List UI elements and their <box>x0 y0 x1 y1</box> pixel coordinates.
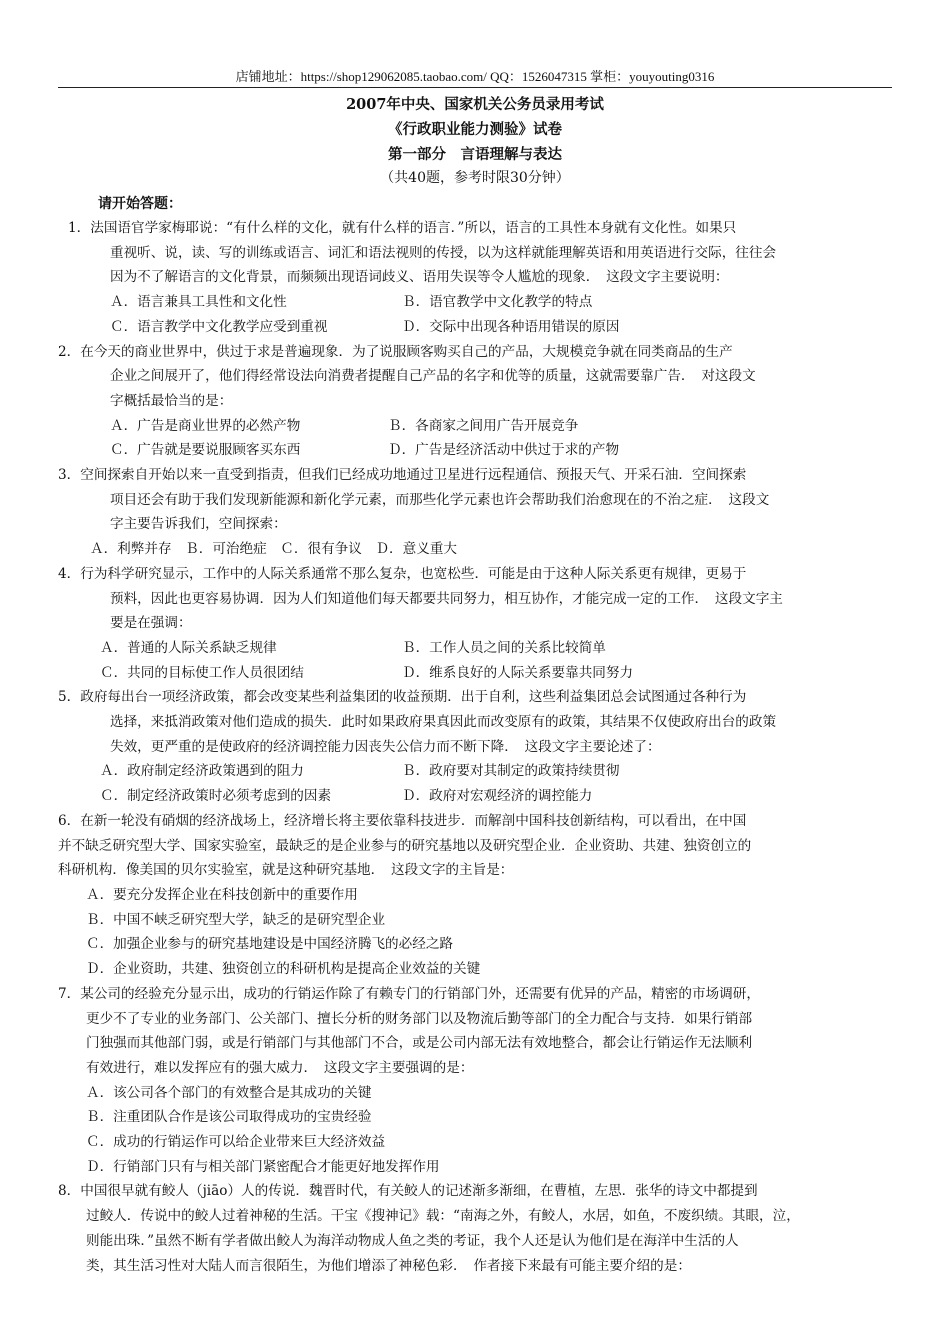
option-d[interactable]: Ｄ．政府对宏观经济的调控能力 <box>402 788 593 805</box>
option-d[interactable]: Ｄ．行销部门只有与相关部门紧密配合才能更好地发挥作用 <box>86 1158 440 1175</box>
stem-line: 中国很早就有鲛人（jiāo）人的传说．魏晋时代，有关鲛人的记述渐多渐细，在曹植，左思．张华的诗文中都提到 <box>80 1183 758 1200</box>
stem-line: 政府每出台一项经济政策，都会改变某些利益集团的收益预期．出于自利，这些利益集团总会试图通过各种行为 <box>80 689 747 706</box>
stem-line: 法国语官学家梅耶说：“有什么样的文化，就有什么样的语言．”所以，语言的工具性本身就有文化性。如果只 <box>90 220 737 236</box>
option-c[interactable]: Ｃ．制定经济政策时必须考虑到的因素 <box>100 788 332 805</box>
question-number: 7． <box>58 985 81 1002</box>
question-number: 1． <box>68 220 91 236</box>
question-4 <box>58 562 894 686</box>
stem-line: 类，其生活习性对大陆人而言很陌生，为他们增添了神秘色彩． 作者接下来最有可能主要介绍的是： <box>86 1257 691 1274</box>
question-number: 5． <box>58 689 81 706</box>
option-b[interactable]: Ｂ．各商家之间用广告开展竞争 <box>388 417 579 434</box>
stem-line: 要是在强调： <box>110 615 192 632</box>
exam-title: 2007年中央、国家机关公务员录用考试 <box>346 96 604 113</box>
option-c[interactable]: Ｃ．成功的行销运作可以给企业带来巨大经济效益 <box>86 1134 386 1151</box>
option-a[interactable]: Ａ．该公司各个部门的有效整合是其成功的关键 <box>86 1084 372 1101</box>
option-b[interactable]: Ｂ．工作人员之间的关系比较简单 <box>402 639 606 656</box>
stem-line: 门独强而其他部门弱，或是行销部门与其他部门不合，或是公司内部无法有效地整合，都会让行销运作无法顺利 <box>86 1035 753 1052</box>
stem-line: 重视听、说，读、写的训练或语言、词汇和语法视则的传授，以为这样就能理解英语和用英语进行交际，往往会 <box>110 244 777 261</box>
option-c[interactable]: Ｃ．语言教学中文化教学应受到重视 <box>110 318 328 335</box>
stem-line: 选择，来抵消政策对他们造成的损失．此时如果政府果真因此而改变原有的政策，其结果不仅使政府出台的政策 <box>110 714 777 731</box>
stem-line: 项目还会有助于我们发现新能源和新化学元素，而那些化学元素也许会帮助我们治愈现在的不治之症． 这段文 <box>110 491 770 508</box>
stem-line: 过鲛人．传说中的鲛人过着神秘的生活。干宝《搜神记》载：“南海之外，有鲛人，水居，如鱼，不废织绩。其眼，泣， <box>86 1208 800 1225</box>
stem-line: 企业之间展开了，他们得经常设法向消费者提醒自己产品的名字和优等的质量，这就需要靠广告． 对这段文 <box>110 368 756 385</box>
question-7 <box>58 982 894 1180</box>
question-number: 2． <box>58 343 81 360</box>
instruction: 请开始答题： <box>98 196 182 212</box>
question-number: 4． <box>58 565 81 582</box>
store-header: 店铺地址：https://shop129062085.taobao.com/ QQ：1526047315 掌柜：youyouting0316 <box>235 69 715 84</box>
stem-line: 某公司的经验充分显示出，成功的行销运作除了有赖专门的行销部门外，还需要有优异的产品，精密的市场调研， <box>80 985 760 1002</box>
question-number: 6． <box>58 812 81 829</box>
section-title: 第一部分 言语理解与表达 <box>388 146 562 163</box>
option-d[interactable]: Ｄ．广告是经济活动中供过于求的产物 <box>388 442 620 459</box>
option-a[interactable]: Ａ．广告是商业世界的必然产物 <box>110 417 301 434</box>
option-b[interactable]: Ｂ．中国不峡乏研究型大学，缺乏的是研究型企业 <box>86 911 386 928</box>
stem-line: 因为不了解语言的文化背景，而频频出现语词歧义、语用失误等令人尴尬的现象． 这段文字主要说明： <box>110 269 729 286</box>
section-note: （共40题，参考时限30分钟） <box>380 170 570 186</box>
header-rule <box>58 87 892 88</box>
stem-line: 预料，因此也更容易协调．因为人们知道他们每天都要共同努力，相互协作，才能完成一定的工作． 这段文字主 <box>110 590 783 607</box>
exam-subtitle: 《行政职业能力测验》试卷 <box>388 121 562 138</box>
option-a[interactable]: Ａ．要充分发挥企业在科技创新中的重要作用 <box>86 886 358 903</box>
question-number: 3． <box>58 467 81 484</box>
stem-line: 失效，更严重的是使政府的经济调控能力因丧失公信力而不断下降． 这段文字主要论述了： <box>110 738 661 755</box>
stem-line: 字概括最恰当的是： <box>110 392 233 409</box>
stem-line: 在新一轮没有硝烟的经济战场上，经济增长将主要依靠科技进步．而解剖中国科技创新结构，可以看出，在中国 <box>80 812 747 829</box>
option-b[interactable]: Ｂ．政府要对其制定的政策持续贯彻 <box>402 763 620 780</box>
question-8 <box>58 1179 894 1278</box>
question-6 <box>58 809 894 982</box>
stem-line: 行为科学研究显示，工作中的人际关系通常不那么复杂，也宽松些．可能是由于这种人际关系更有规律，更易于 <box>80 565 747 582</box>
option-b[interactable]: Ｂ．语官教学中文化教学的特点 <box>402 294 593 311</box>
question-1 <box>58 216 894 340</box>
stem-line: 并不缺乏研究型大学、国家实验室，最缺乏的是企业参与的研究基地以及研究型企业．企业资助、共建、独资创立的 <box>58 837 752 854</box>
question-3 <box>58 463 894 562</box>
option-a[interactable]: Ａ．政府制定经济政策遇到的阻力 <box>100 763 304 780</box>
option-a[interactable]: Ａ．普通的人际关系缺乏规律 <box>100 639 277 656</box>
stem-line: 字主要告诉我们，空间探索： <box>110 516 287 533</box>
question-5 <box>58 685 894 809</box>
option-b[interactable]: Ｂ．注重团队合作是该公司取得成功的宝贵经验 <box>86 1109 372 1126</box>
stem-line: 空间探索自开始以来一直受到指责，但我们已经成功地通过卫星进行远程通信、预报天气、开采石油．空间探索 <box>80 467 747 484</box>
option-c[interactable]: Ｃ．广告就是要说服顾客买东西 <box>110 442 301 459</box>
stem-line: 科研机构．像美国的贝尔实验室，就是这种研究基地． 这段文字的主旨是： <box>58 862 514 879</box>
question-2 <box>58 340 894 464</box>
option-d[interactable]: Ｄ．企业资助，共建、独资创立的科研机构是提高企业效益的关键 <box>86 961 481 978</box>
stem-line: 则能出珠．”虽然不断有学者做出鲛人为海洋动物成人鱼之类的考证，我个人还是认为他们是在海洋中生活的人 <box>86 1232 739 1249</box>
questions-body <box>58 216 894 1278</box>
stem-line: 更少不了专业的业务部门、公关部门、擅长分析的财务部门以及物流后勤等部门的全力配合与支持．如果行销部 <box>86 1010 753 1027</box>
option-c[interactable]: Ｃ．共同的目标使工作人员很团结 <box>100 664 304 681</box>
stem-line: 有效进行，难以发挥应有的强大威力． 这段文字主要强调的是： <box>86 1059 474 1076</box>
option-a[interactable]: Ａ．语言兼具工具性和文化性 <box>110 294 287 311</box>
option-d[interactable]: Ｄ．维系良好的人际关系要靠共同努力 <box>402 664 634 681</box>
option-c[interactable]: Ｃ．加强企业参与的研究基地建设是中国经济腾飞的必经之路 <box>86 936 454 953</box>
question-number: 8． <box>58 1183 81 1200</box>
options-inline[interactable]: Ａ．利弊并存 Ｂ．可治绝症 Ｃ．很有争议 Ｄ．意义重大 <box>90 541 458 558</box>
stem-line: 在今天的商业世界中，供过于求是普遍现象．为了说服顾客购买自己的产品，大规模竞争就在同类商品的生产 <box>80 343 733 360</box>
option-d[interactable]: Ｄ．交际中出现各种语用错误的原因 <box>402 318 620 335</box>
